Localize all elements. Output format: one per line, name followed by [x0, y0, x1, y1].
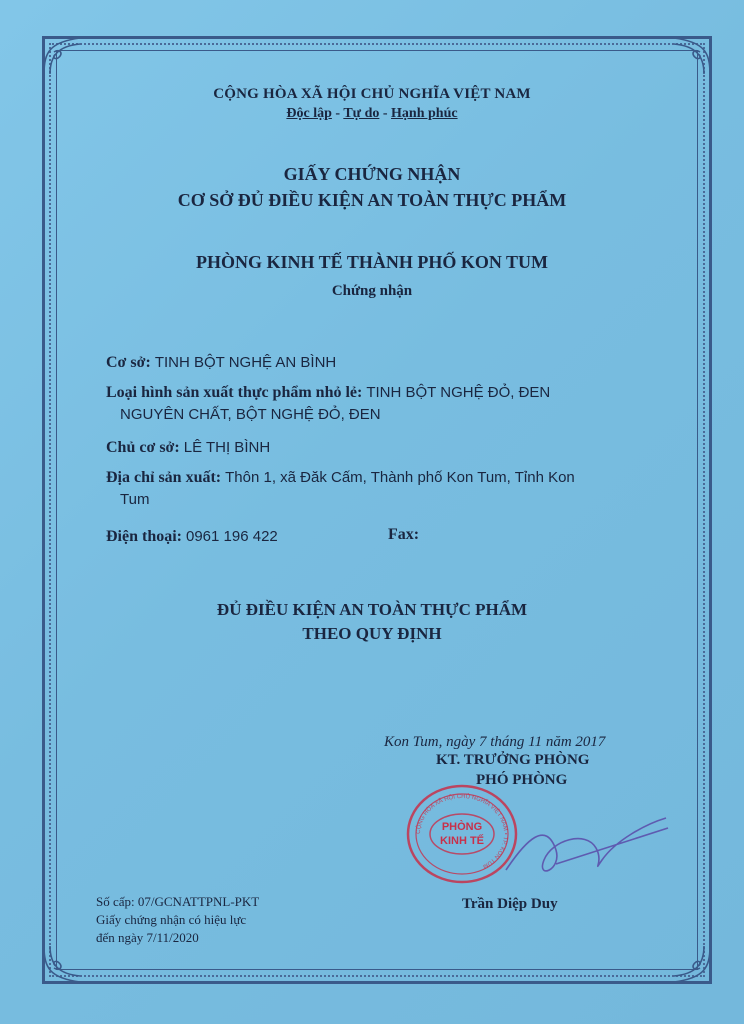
- national-motto: Độc lập - Tự do - Hạnh phúc: [286, 106, 458, 121]
- svg-text:KINH TẾ: KINH TẾ: [440, 835, 484, 847]
- production-type-value: TINH BỘT NGHỆ ĐỎ, ĐEN: [366, 384, 551, 401]
- owner-field: [106, 437, 646, 459]
- production-type-label: Loại hình sản xuất thực phẩm nhỏ lẻ:: [106, 384, 363, 401]
- svg-text:CỘNG HÒA XÃ HỘI CHỦ NGHĨA VIỆT: CỘNG HÒA XÃ HỘI CHỦ NGHĨA VIỆT NAM • TP. KON TUM: [415, 793, 509, 870]
- conclusion-line-2: THEO QUY ĐỊNH: [302, 624, 442, 643]
- phone-field: [106, 526, 646, 548]
- svg-text:PHÒNG: PHÒNG: [441, 821, 483, 833]
- phone-value: 0961 196 422: [186, 528, 278, 545]
- certificate-number: Số cấp: 07/GCNATTPNL-PKT: [96, 894, 260, 909]
- facility-value: TINH BỘT NGHỆ AN BÌNH: [154, 354, 337, 371]
- address-value: Thôn 1, xã Đăk Cấm, Thành phố Kon Tum, Tỉnh Kon: [225, 469, 575, 486]
- handwritten-signature: [496, 800, 676, 900]
- corner-ornament-icon: [40, 940, 86, 986]
- document-subtitle: CƠ SỞ ĐỦ ĐIỀU KIỆN AN TOÀN THỰC PHẨM: [177, 190, 567, 210]
- owner-value: LÊ THỊ BÌNH: [183, 439, 271, 456]
- facility-label: Cơ sở:: [106, 354, 151, 371]
- issue-date: Kon Tum, ngày 7 tháng 11 năm 2017: [384, 734, 606, 750]
- validity-line-1: Giấy chứng nhận có hiệu lực: [96, 912, 247, 927]
- owner-label: Chủ cơ sở:: [106, 439, 180, 456]
- phone-label: Điện thoại:: [106, 528, 182, 545]
- issuing-authority: PHÒNG KINH TẾ THÀNH PHỐ KON TUM: [195, 252, 549, 272]
- facility-field: [106, 352, 646, 374]
- address-label: Địa chỉ sản xuất:: [106, 469, 222, 486]
- corner-ornament-icon: [40, 34, 86, 80]
- production-type-field: [106, 382, 646, 426]
- document-title: GIẤY CHỨNG NHẬN: [283, 164, 461, 184]
- address-field: [106, 467, 646, 511]
- conclusion-line-1: ĐỦ ĐIỀU KIỆN AN TOÀN THỰC PHẨM: [216, 600, 528, 619]
- signer-role-2: PHÓ PHÒNG: [476, 772, 568, 788]
- signer-name: Trần Diệp Duy: [462, 896, 558, 912]
- signer-role-1: KT. TRƯỞNG PHÒNG: [436, 752, 590, 768]
- certifies-label: Chứng nhận: [331, 283, 413, 299]
- nation-header: CỘNG HÒA XÃ HỘI CHỦ NGHĨA VIỆT NAM: [213, 86, 531, 102]
- fax-label: Fax:: [388, 526, 420, 543]
- corner-ornament-icon: [668, 940, 714, 986]
- corner-ornament-icon: [668, 34, 714, 80]
- address-value-cont: Tum: [120, 491, 150, 508]
- production-type-value-cont: NGUYÊN CHẤT, BỘT NGHỆ ĐỎ, ĐEN: [120, 406, 381, 423]
- validity-line-2: đến ngày 7/11/2020: [96, 930, 199, 945]
